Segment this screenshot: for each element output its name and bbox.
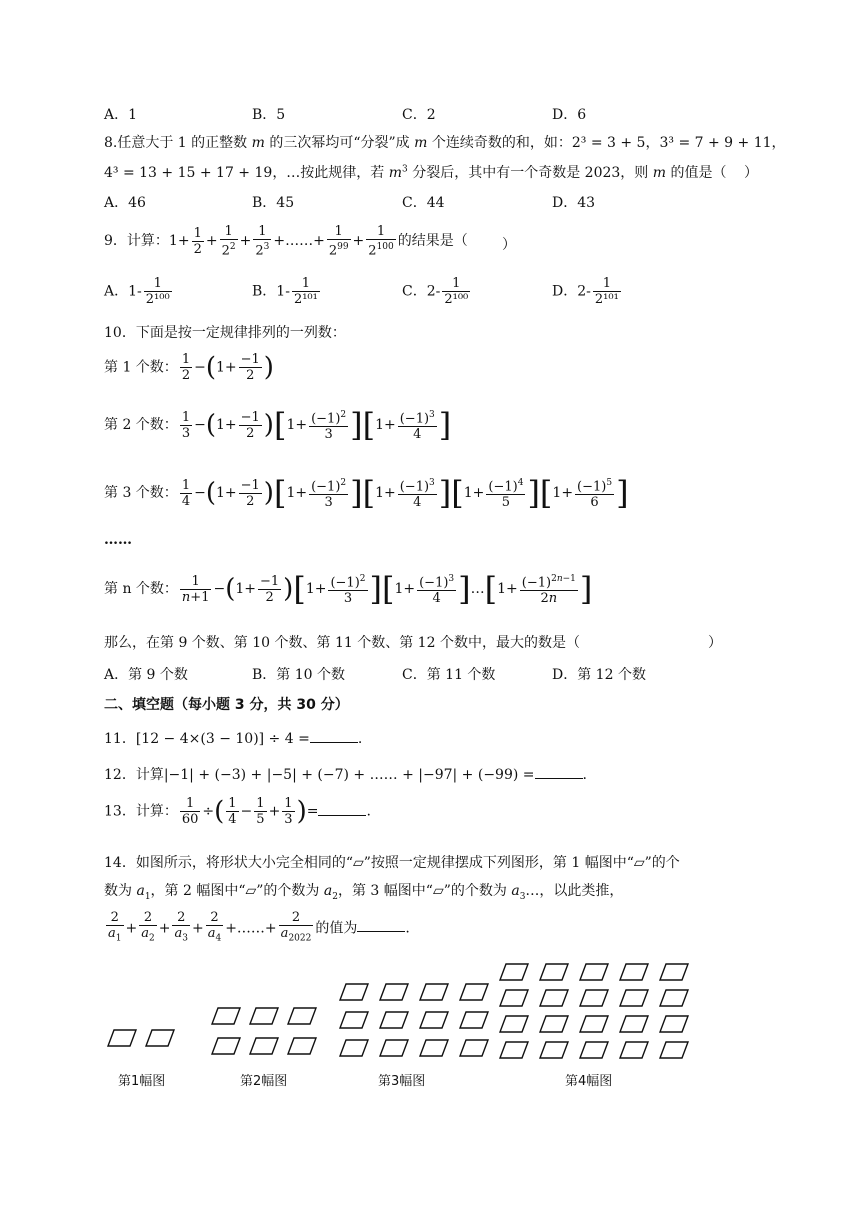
q8-option-c: C．44	[402, 195, 445, 211]
q9-option-b-denom: 2¹⁰¹	[293, 292, 318, 307]
q8-option-b: B．45	[252, 195, 295, 211]
parallelogram-shape	[340, 1012, 368, 1028]
parallelogram-shape	[212, 1038, 240, 1054]
parallelogram-shape	[620, 1016, 648, 1032]
q8-text: 个连续奇数的和，如：	[427, 135, 572, 151]
parallelogram-shape	[250, 1008, 278, 1024]
parallelogram-shape	[660, 1042, 688, 1058]
section-2-title: 二、填空题（每小题 3 分，共 30 分）	[104, 697, 349, 713]
parallelogram-shape	[340, 1040, 368, 1056]
parallelogram-shape	[580, 1042, 608, 1058]
q7-option-c: C．2	[402, 107, 436, 123]
q10-intro: 10．下面是按一定规律排列的一列数：	[104, 325, 346, 341]
q10-option-a: A．第 9 个数	[104, 667, 188, 683]
q8-text: 的值是（	[666, 165, 727, 181]
q12-prefix: 12．计算	[104, 767, 164, 783]
q13-end: .	[366, 803, 371, 820]
q9-tail: 的结果是（	[397, 233, 468, 250]
parallelogram-shape	[540, 1016, 568, 1032]
q10-term-n: 第 n 个数： $\frac{1}{n+1}$ −(1+ $\frac{-1}{2}$ )[1+ $\frac{(-1)^2}{3}$ ][1+ $\frac{(-1)^3}{4}$ ]…[1+ $\frac{(-1)^{2n-1}}{2n}$ ]	[104, 570, 593, 609]
figure-label-3: 第3幅图	[378, 1074, 426, 1089]
parallelogram-shape	[420, 1040, 448, 1056]
parallelogram-shape	[540, 990, 568, 1006]
fraction: $\frac{1}{2^2}$	[221, 224, 236, 259]
var-m: m	[251, 135, 265, 151]
q10-paren-close: ）	[708, 635, 722, 651]
fraction: $\frac{1}{2}$	[193, 225, 202, 257]
parallelogram-shape	[288, 1008, 316, 1024]
q14-text: ，第 2 幅图中“▱”的个数为	[150, 883, 324, 899]
q10-question: 那么，在第 9 个数、第 10 个数、第 11 个数、第 12 个数中，最大的数是（	[104, 635, 580, 651]
q7-option-d: D．6	[552, 107, 587, 123]
q14-text: ，第 3 幅图中“▱”的个数为	[337, 883, 512, 899]
q9-line: 9．计算：1+ $\frac{1}{2}$ + $\frac{1}{2^2}$ + $\frac{1}{2^3}$ +……+ $\frac{1}{2^{99}}$ + $\frac{1}{2^{100}}$ 的结果是（	[104, 224, 468, 259]
q9-option-b: B．1- $\frac{1}{\text{2¹⁰¹}}$	[252, 276, 318, 307]
parallelogram-shape	[500, 1042, 528, 1058]
parallelogram-shape	[420, 984, 448, 1000]
q8-example-1: 2³ = 3 + 5	[571, 135, 646, 151]
fraction: $\frac{1}{2^{99}}$	[328, 224, 349, 259]
q14-line3: $\frac{2}{a_1}$ + $\frac{2}{a_2}$ + $\frac{2}{a_3}$ + $\frac{2}{a_4}$ +……+ $\frac{2}{a_{2022}}$ 的值为 .	[108, 910, 410, 944]
q10-option-c: C．第 11 个数	[402, 667, 496, 683]
q13: 13．计算： $\frac{1}{60}$ ÷( $\frac{1}{4}$ − $\frac{1}{5}$ + $\frac{1}{3}$ )= .	[104, 796, 371, 827]
q10-term-3: 第 3 个数： $\frac{1}{4}$ −(1+ $\frac{-1}{2}$ )[1+ $\frac{(-1)^2}{3}$ ][1+ $\frac{(-1)^3}{4}$ ][1+ $\frac{(-1)^4}{5}$ ][1+ $\frac{(-1)^5}{6}$ ]	[104, 474, 629, 513]
parallelogram-shape	[500, 964, 528, 980]
q14-end: .	[405, 920, 410, 937]
q11-end: .	[357, 731, 363, 747]
q9-option-c: C．2- $\frac{1}{\text{2¹⁰⁰}}$	[402, 276, 469, 307]
figure-label-4: 第4幅图	[565, 1074, 613, 1089]
q10-term-1: 第 1 个数： $\frac{1}{2}$ −(1+ $\frac{-1}{2}$ )	[104, 352, 274, 383]
parallelogram-shape	[212, 1008, 240, 1024]
parallelogram-shape	[580, 1016, 608, 1032]
q14-text: 数为	[104, 883, 137, 899]
parallelogram-shape	[580, 990, 608, 1006]
q8-option-a: A．46	[104, 195, 146, 211]
q11-expression: [12 − 4×(3 − 10)] ÷ 4 =	[135, 731, 310, 747]
var-m: m	[388, 165, 403, 181]
q8-example-2: 3³ = 7 + 9 + 11	[659, 135, 772, 151]
q9-option-c-denom: 2¹⁰⁰	[444, 292, 469, 307]
q7-option-a: A．1	[104, 107, 138, 123]
parallelogram-shape	[460, 984, 488, 1000]
q10-option-b: B．第 10 个数	[252, 667, 346, 683]
q10-label-1: 第 1 个数：	[104, 359, 178, 376]
q14-line1: 14．如图所示，将形状大小完全相同的“▱”按照一定规律摆成下列图形，第 1 幅图中“▱”的个	[104, 855, 680, 871]
q9-option-a-label: A．1-	[104, 283, 142, 300]
parallelogram-shape	[620, 990, 648, 1006]
parallelogram-shape	[540, 964, 568, 980]
q14-line2: 数为 $a_1$，第 2 幅图中“▱”的个数为 $a_2$，第 3 幅图中“▱”的个数为 $a_3\dots$，以此类推，	[104, 883, 624, 902]
parallelogram-shape	[288, 1038, 316, 1054]
parallelogram-shape	[500, 990, 528, 1006]
q8-paren-close: ）	[744, 165, 758, 181]
fraction: $\frac{1}{2^{100}}$	[368, 224, 394, 259]
parallelogram-shape	[620, 1042, 648, 1058]
q8-line1: 8.任意大于 1 的正整数 m 的三次幂均可“分裂”成 m 个连续奇数的和，如：2³ = 3 + 5，3³ = 7 + 9 + 11，	[104, 135, 786, 151]
figure-label-1: 第1幅图	[118, 1074, 166, 1089]
q11-prefix: 11．	[104, 731, 136, 747]
q10-option-d: D．第 12 个数	[552, 667, 646, 683]
q9-prefix: 9．计算：	[104, 233, 169, 250]
q9-option-d: D．2- $\frac{1}{\text{2¹⁰¹}}$	[552, 276, 619, 307]
q10-term-2: 第 2 个数： $\frac{1}{3}$ −(1+ $\frac{-1}{2}$ )[1+ $\frac{(-1)^2}{3}$ ][1+ $\frac{(-1)^3}{4}$ ]	[104, 406, 452, 445]
parallelogram-shape	[660, 964, 688, 980]
parallelogram-shape	[380, 1040, 408, 1056]
q9-option-a-denom: 2¹⁰⁰	[145, 292, 170, 307]
parallelogram-shape	[460, 1012, 488, 1028]
parallelogram-shape	[620, 964, 648, 980]
q8-text: ，…按此规律，若	[272, 165, 389, 181]
q10-label-n: 第 n 个数：	[104, 581, 178, 598]
q14-tail: 的值为	[315, 920, 358, 937]
fraction: $\frac{1}{2^3}$	[255, 224, 270, 259]
parallelogram-shape	[420, 1012, 448, 1028]
q10-ellipsis: ……	[104, 532, 132, 548]
q9-option-d-label: D．2-	[552, 283, 591, 300]
parallelogram-shape	[500, 1016, 528, 1032]
q8-line2: 4³ = 13 + 15 + 17 + 19，…按此规律，若 $m^3$ 分裂后，其中有一个奇数是 2023，则 m 的值是（	[104, 164, 727, 181]
q9-option-a: A．1- $\frac{1}{\text{2¹⁰⁰}}$	[104, 276, 170, 307]
q10-label-3: 第 3 个数：	[104, 485, 178, 502]
q13-prefix: 13．计算：	[104, 803, 178, 820]
q14-text: …，以此类推，	[525, 883, 624, 899]
q12-end: .	[582, 767, 587, 783]
parallelogram-shape	[340, 984, 368, 1000]
q7-option-b: B．5	[252, 107, 286, 123]
parallelogram-shape	[380, 984, 408, 1000]
parallelogram-shape	[580, 964, 608, 980]
q8-example-3: 4³ = 13 + 15 + 17 + 19	[104, 165, 273, 181]
q9-option-c-label: C．2-	[402, 283, 441, 300]
q8-option-d: D．43	[552, 195, 596, 211]
q9-option-b-label: B．1-	[252, 283, 290, 300]
q9-option-d-denom: 2¹⁰¹	[594, 292, 619, 307]
parallelogram-shape	[660, 1016, 688, 1032]
q12-expression: |−1| + (−3) + |−5| + (−7) + …… + |−97| + (−99) =	[163, 767, 535, 783]
parallelogram-shape	[660, 990, 688, 1006]
parallelogram-shape	[146, 1030, 174, 1046]
q10-label-2: 第 2 个数：	[104, 417, 178, 434]
q8-text: 8.任意大于 1 的正整数	[104, 135, 252, 151]
parallelogram-shape	[108, 1030, 136, 1046]
q9-paren-close: ）	[502, 237, 516, 253]
parallelogram-shape	[460, 1040, 488, 1056]
parallelogram-shape	[250, 1038, 278, 1054]
var-m: m	[414, 135, 428, 151]
q8-text: 分裂后，其中有一个奇数是 2023，则	[407, 165, 653, 181]
parallelogram-shape	[380, 1012, 408, 1028]
q8-text: 的三次幂均可“分裂”成	[264, 135, 415, 151]
figure-label-2: 第2幅图	[240, 1074, 288, 1089]
parallelogram-shape	[540, 1042, 568, 1058]
var-m: m	[652, 165, 667, 181]
